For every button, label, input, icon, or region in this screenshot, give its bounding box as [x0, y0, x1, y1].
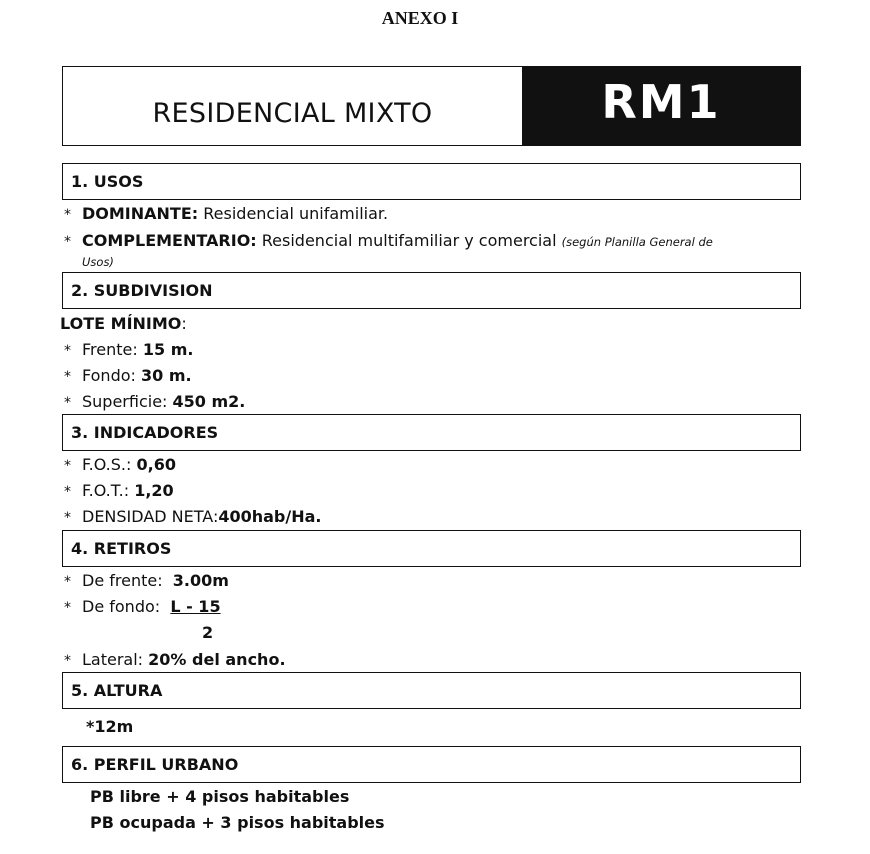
section-indicadores-heading: 3. INDICADORES [62, 414, 801, 451]
retiro-fondo-line [64, 597, 221, 616]
perfil-line-2: PB ocupada + 3 pisos habitables [90, 813, 385, 832]
retiro-frente-label: De frente: [82, 571, 163, 590]
bullet: * [64, 395, 71, 411]
fot-label: F.O.T.: [82, 481, 130, 500]
superficie-line [64, 392, 245, 411]
altura-value: 12m [94, 717, 134, 736]
section-retiros-heading: 4. RETIROS [62, 530, 801, 567]
bullet: * [64, 369, 71, 385]
section-altura-heading: 5. ALTURA [62, 672, 801, 709]
frente-line [64, 340, 193, 359]
densidad-line [64, 507, 321, 526]
usos-complementario-line [64, 231, 713, 250]
fondo-label: Fondo: [82, 366, 136, 385]
usos-dominante-line [64, 204, 388, 223]
retiro-lateral-value: 20% del ancho. [148, 650, 286, 669]
bullet: * [64, 207, 71, 223]
lote-minimo-colon: : [181, 314, 187, 333]
complementario-value: Residencial multifamiliar y comercial [261, 231, 557, 250]
lote-minimo-label: LOTE MÍNIMO [60, 314, 182, 333]
section-perfil-heading: 6. PERFIL URBANO [62, 746, 801, 783]
bullet: * [64, 510, 71, 526]
bullet: * [64, 343, 71, 359]
retiro-fondo-numerator: L - 15 [170, 597, 221, 616]
retiro-frente-value: 3.00m [172, 571, 229, 590]
fot-line [64, 481, 174, 500]
retiro-fondo-label: De fondo: [82, 597, 161, 616]
superficie-value: 450 m2. [172, 392, 246, 411]
fot-value: 1,20 [134, 481, 174, 500]
fos-value: 0,60 [136, 455, 176, 474]
complementario-note: (según Planilla General de [561, 235, 713, 249]
superficie-label: Superficie: [82, 392, 168, 411]
altura-line [86, 717, 133, 736]
retiro-fondo-denominator: 2 [202, 623, 214, 642]
bullet: * [64, 600, 71, 616]
perfil-line-1: PB libre + 4 pisos habitables [90, 787, 350, 806]
bullet: * [86, 717, 95, 736]
bullet: * [64, 234, 71, 250]
retiro-lateral-line [64, 650, 286, 669]
frente-label: Frente: [82, 340, 138, 359]
dominante-value: Residencial unifamiliar. [203, 204, 389, 223]
frente-value: 15 m. [142, 340, 194, 359]
zone-code: RM1 [522, 67, 800, 145]
densidad-value: 400hab/Ha. [218, 507, 322, 526]
zone-header [62, 66, 801, 146]
fos-line [64, 455, 176, 474]
complementario-note-cont: Usos) [82, 255, 114, 269]
zone-name: RESIDENCIAL MIXTO [152, 97, 433, 129]
fondo-value: 30 m. [141, 366, 192, 385]
fondo-line [64, 366, 192, 385]
section-usos-heading: 1. USOS [62, 163, 801, 200]
annex-title: ANEXO I [381, 8, 459, 28]
bullet: * [64, 458, 71, 474]
retiro-frente-line [64, 571, 229, 590]
bullet: * [64, 653, 71, 669]
fos-label: F.O.S.: [82, 455, 132, 474]
complementario-label: COMPLEMENTARIO: [82, 231, 257, 250]
bullet: * [64, 574, 71, 590]
bullet: * [64, 484, 71, 500]
densidad-label: DENSIDAD NETA: [82, 507, 219, 526]
lote-minimo-line [60, 314, 187, 333]
dominante-label: DOMINANTE: [82, 204, 199, 223]
section-subdivision-heading: 2. SUBDIVISION [62, 272, 801, 309]
retiro-lateral-label: Lateral: [82, 650, 144, 669]
